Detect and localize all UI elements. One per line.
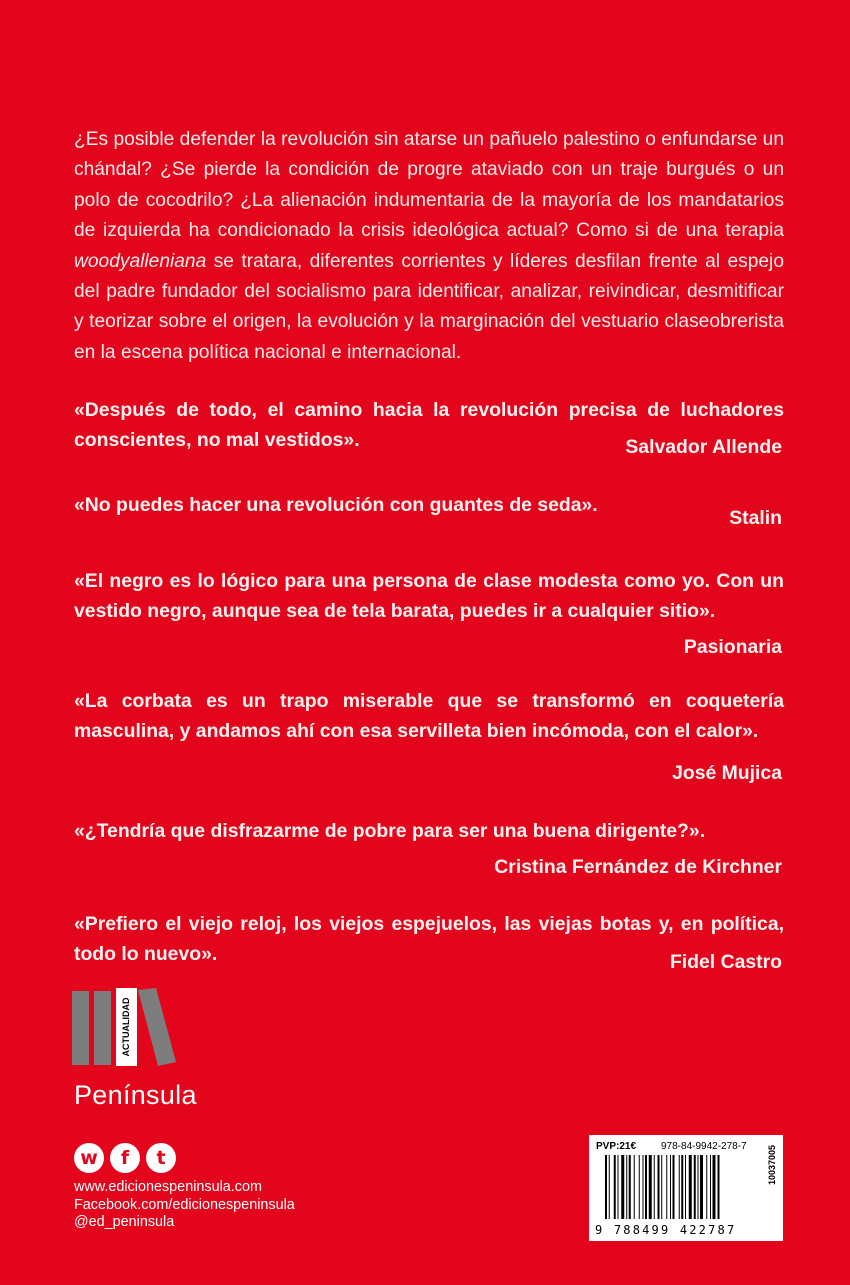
logo-slanted-bar <box>138 988 176 1066</box>
barcode-bar <box>609 1155 610 1219</box>
barcode-bar <box>645 1155 647 1219</box>
barcode-bar <box>713 1155 716 1219</box>
contact-links <box>74 1179 295 1232</box>
barcode-bar <box>634 1155 635 1219</box>
barcode-bar <box>649 1155 652 1219</box>
barcode-bar <box>629 1155 631 1219</box>
author-mujica: José Mujica <box>672 762 782 784</box>
barcode-bar <box>643 1155 644 1219</box>
barcode-bar <box>639 1155 640 1219</box>
barcode-bar <box>689 1155 692 1219</box>
quote-pasionaria: «El negro es lo lógico para una persona de clase modesta como yo. Con un vestido negro, aunque sea de tela barata, puedes ir a cualquier sitio». <box>74 570 784 622</box>
barcode-bar <box>618 1155 619 1219</box>
logo-bar-2 <box>94 991 111 1065</box>
barcode-bar <box>673 1155 675 1219</box>
barcode-bar <box>698 1155 699 1219</box>
barcode-bar <box>658 1155 660 1219</box>
barcode-digits: 9 788499 422787 <box>595 1223 737 1237</box>
publisher-name: Península <box>74 1080 197 1110</box>
barcode-bar <box>654 1155 655 1219</box>
barcode-bar <box>614 1155 616 1219</box>
barcode-bar <box>710 1155 711 1219</box>
barcode-bar <box>666 1155 667 1219</box>
barcode-bar <box>670 1155 671 1219</box>
barcode-bar <box>685 1155 686 1219</box>
barcode-bar <box>700 1155 703 1219</box>
synopsis-paragraph <box>74 125 784 368</box>
barcode-bar <box>694 1155 696 1219</box>
facebook-icon[interactable]: f <box>110 1143 140 1173</box>
twitter-icon[interactable]: t <box>146 1143 176 1173</box>
barcode-bars <box>597 1155 765 1221</box>
quote-allende: «Después de todo, el camino hacia la revolución precisa de luchadores conscientes, no mal vestidos». <box>74 399 784 451</box>
barcode-panel <box>589 1135 783 1241</box>
twitter-handle[interactable]: @ed_peninsula <box>74 1214 175 1230</box>
price-label: PVP:21€ <box>596 1141 637 1152</box>
quote-stalin: «No puedes hacer una revolución con guantes de seda». <box>74 494 598 516</box>
barcode-bar <box>621 1155 624 1219</box>
collection-logo <box>72 988 182 1068</box>
wattpad-icon[interactable]: w <box>74 1143 104 1173</box>
quote-castro: «Prefiero el viejo reloj, los viejos espejuelos, las viejas botas y, en política, todo lo nuevo». <box>74 913 784 965</box>
synopsis-italic: woodyalleniana <box>74 250 207 272</box>
synopsis-part-1: ¿Es posible defender la revolución sin atarse un pañuelo palestino o enfundarse un chándal? ¿Se pierde la condición de progre ataviado con un traje burgués o un polo de cocodrilo? ¿La alienación indumentaria de la mayoría de los mandatarios de izquierda ha condicionado la crisis ideológica actual? Como si de una terapia <box>74 129 784 242</box>
logo-collection-label: ACTUALIDAD <box>120 997 131 1057</box>
author-castro: Fidel Castro <box>669 951 782 973</box>
barcode-bar <box>626 1155 627 1219</box>
barcode-bar <box>605 1155 607 1219</box>
quote-mujica: «La corbata es un trapo miserable que se transformó en coquetería masculina, y andamos ahí con esa servilleta bien incómoda, con el calor». <box>74 690 784 742</box>
author-allende: Salvador Allende <box>625 436 782 458</box>
facebook-link[interactable]: Facebook.com/edicionespeninsula <box>74 1196 295 1213</box>
quote-kirchner: «¿Tendría que disfrazarme de pobre para ser una buena dirigente?». <box>74 820 706 842</box>
social-icons <box>74 1143 176 1173</box>
author-pasionaria: Pasionaria <box>683 636 782 658</box>
barcode-bar <box>706 1155 707 1219</box>
synopsis-part-2: se tratara, diferentes corrientes y líderes desfilan frente al espejo del padre fundador del socialismo para identificar, analizar, reivindicar, desmitificar y teorizar sobre el origen, la evolución y la marginación del vestuario claseobrerista en la escena política nacional e internacional. <box>74 250 784 363</box>
website-link[interactable]: www.edicionespeninsula.com <box>74 1179 262 1195</box>
author-stalin: Stalin <box>729 507 782 529</box>
barcode-bar <box>679 1155 680 1219</box>
internal-code: 10037005 <box>767 1145 777 1186</box>
logo-bar-1 <box>72 991 89 1065</box>
author-kirchner: Cristina Fernández de Kirchner <box>494 856 782 878</box>
isbn-label: 978-84-9942-278-7 <box>661 1141 747 1152</box>
barcode-bar <box>681 1155 683 1219</box>
barcode-bar <box>661 1155 662 1219</box>
barcode-bar <box>718 1155 720 1219</box>
